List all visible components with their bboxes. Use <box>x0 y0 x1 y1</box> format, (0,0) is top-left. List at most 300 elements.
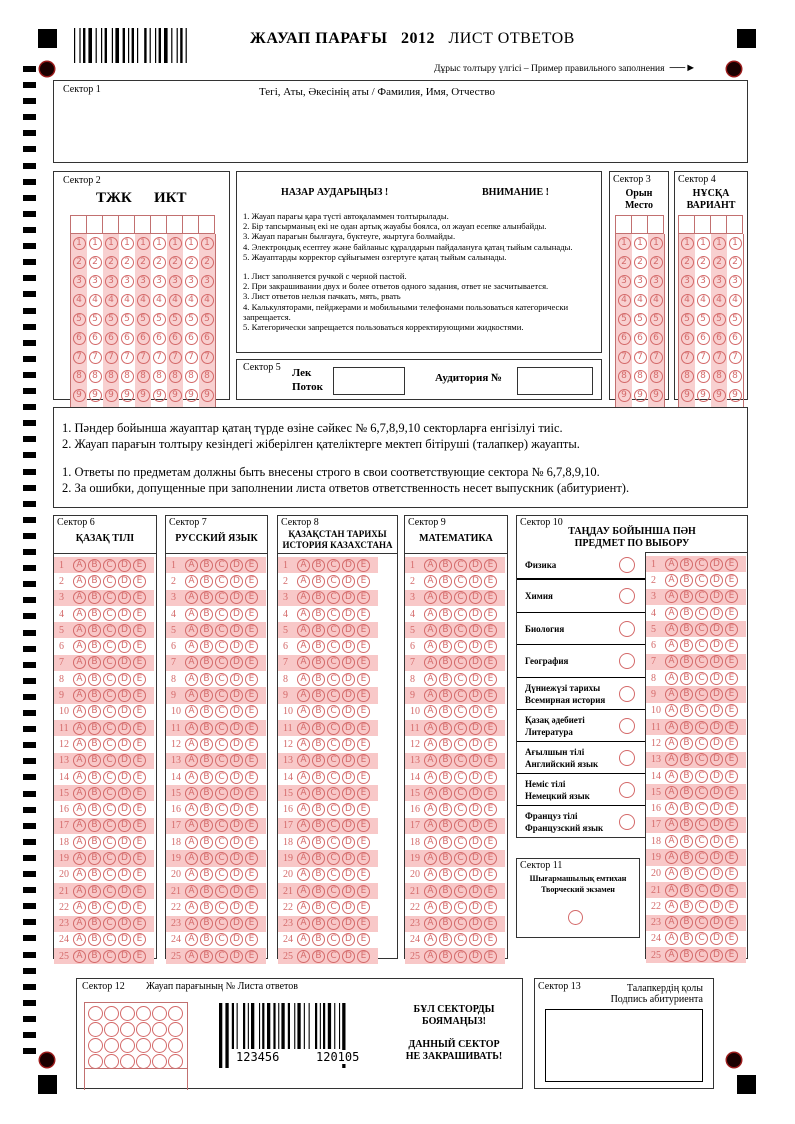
answer-bubble-a[interactable]: A <box>665 786 678 799</box>
answer-bubble-a[interactable]: A <box>665 802 678 815</box>
digit-bubble[interactable]: 4 <box>713 294 726 307</box>
digit-bubble[interactable]: 3 <box>121 275 134 288</box>
answer-bubble-e[interactable]: E <box>133 559 146 572</box>
digit-bubble[interactable]: 4 <box>618 294 631 307</box>
answer-bubble-c[interactable]: C <box>454 868 467 881</box>
answer-bubble-d[interactable]: D <box>118 640 131 653</box>
answer-bubble-c[interactable]: C <box>327 819 340 832</box>
answer-bubble-a[interactable]: A <box>185 640 198 653</box>
answer-bubble-d[interactable]: D <box>710 655 723 668</box>
answer-bubble-b[interactable]: B <box>439 803 452 816</box>
answer-bubble-e[interactable]: E <box>245 933 258 946</box>
answer-bubble-e[interactable]: E <box>725 753 738 766</box>
answer-bubble-e[interactable]: E <box>133 917 146 930</box>
answer-bubble-e[interactable]: E <box>357 933 370 946</box>
digit-bubble[interactable]: 4 <box>137 294 150 307</box>
digit-bubble[interactable]: 9 <box>137 389 150 402</box>
answer-bubble-e[interactable]: E <box>245 803 258 816</box>
answer-bubble-d[interactable]: D <box>230 722 243 735</box>
answer-bubble-e[interactable]: E <box>357 738 370 751</box>
answer-bubble-a[interactable]: A <box>73 901 86 914</box>
answer-bubble-b[interactable]: B <box>680 574 693 587</box>
answer-bubble-e[interactable]: E <box>133 575 146 588</box>
answer-bubble-e[interactable]: E <box>484 673 497 686</box>
answer-bubble-e[interactable]: E <box>484 901 497 914</box>
answer-bubble-b[interactable]: B <box>680 639 693 652</box>
answer-bubble-c[interactable]: C <box>695 835 708 848</box>
answer-bubble-e[interactable]: E <box>357 722 370 735</box>
answer-bubble-b[interactable]: B <box>312 673 325 686</box>
answer-bubble-c[interactable]: C <box>454 591 467 604</box>
answer-bubble-b[interactable]: B <box>312 608 325 621</box>
digit-bubble[interactable]: 3 <box>73 275 86 288</box>
answer-bubble-b[interactable]: B <box>200 738 213 751</box>
answer-bubble-d[interactable]: D <box>342 819 355 832</box>
digit-bubble[interactable]: 2 <box>73 256 86 269</box>
answer-bubble-d[interactable]: D <box>230 933 243 946</box>
answer-bubble-c[interactable]: C <box>215 933 228 946</box>
answer-bubble-a[interactable]: A <box>665 688 678 701</box>
answer-bubble-e[interactable]: E <box>133 608 146 621</box>
answer-bubble-c[interactable]: C <box>695 672 708 685</box>
answer-bubble-b[interactable]: B <box>88 885 101 898</box>
subject-option[interactable] <box>517 678 645 710</box>
answer-bubble-c[interactable]: C <box>215 852 228 865</box>
digit-bubble[interactable]: 6 <box>89 332 102 345</box>
digit-bubble[interactable]: 7 <box>105 351 118 364</box>
answer-bubble-a[interactable]: A <box>73 591 86 604</box>
answer-bubble-b[interactable]: B <box>439 705 452 718</box>
digit-bubble[interactable]: 2 <box>634 256 647 269</box>
answer-bubble-d[interactable]: D <box>118 933 131 946</box>
answer-bubble-d[interactable]: D <box>710 639 723 652</box>
digit-bubble[interactable]: 5 <box>89 313 102 326</box>
answer-bubble-b[interactable]: B <box>200 868 213 881</box>
answer-bubble-d[interactable]: D <box>469 689 482 702</box>
answer-bubble-e[interactable]: E <box>357 771 370 784</box>
answer-bubble-a[interactable]: A <box>665 590 678 603</box>
answer-bubble-d[interactable]: D <box>230 803 243 816</box>
answer-bubble-c[interactable]: C <box>327 559 340 572</box>
answer-bubble-e[interactable]: E <box>484 608 497 621</box>
answer-bubble-d[interactable]: D <box>118 656 131 669</box>
answer-bubble-b[interactable]: B <box>439 738 452 751</box>
answer-bubble-d[interactable]: D <box>710 704 723 717</box>
answer-bubble-c[interactable]: C <box>327 917 340 930</box>
answer-bubble-e[interactable]: E <box>245 640 258 653</box>
answer-bubble-c[interactable]: C <box>695 704 708 717</box>
answer-bubble-b[interactable]: B <box>439 673 452 686</box>
answer-bubble-a[interactable]: A <box>424 917 437 930</box>
digit-bubble[interactable]: 4 <box>650 294 663 307</box>
answer-bubble-a[interactable]: A <box>665 672 678 685</box>
answer-bubble-e[interactable]: E <box>725 623 738 636</box>
answer-bubble-e[interactable]: E <box>245 868 258 881</box>
digit-bubble[interactable]: 5 <box>634 313 647 326</box>
answer-bubble-b[interactable]: B <box>88 591 101 604</box>
answer-bubble-d[interactable]: D <box>118 819 131 832</box>
answer-bubble-b[interactable]: B <box>88 819 101 832</box>
digit-bubble[interactable]: 4 <box>729 294 742 307</box>
answer-bubble-b[interactable]: B <box>200 608 213 621</box>
answer-bubble-d[interactable]: D <box>342 738 355 751</box>
answer-bubble-c[interactable]: C <box>454 901 467 914</box>
answer-bubble-c[interactable]: C <box>327 738 340 751</box>
answer-bubble-c[interactable]: C <box>454 933 467 946</box>
answer-bubble-e[interactable]: E <box>245 885 258 898</box>
write-cell[interactable] <box>103 216 119 234</box>
answer-bubble-d[interactable]: D <box>118 803 131 816</box>
digit-bubble[interactable]: 2 <box>121 256 134 269</box>
digit-bubble[interactable]: 2 <box>713 256 726 269</box>
answer-bubble-d[interactable]: D <box>118 771 131 784</box>
answer-bubble-a[interactable]: A <box>297 852 310 865</box>
digit-bubble[interactable]: 2 <box>137 256 150 269</box>
answer-bubble-a[interactable]: A <box>185 819 198 832</box>
answer-bubble-c[interactable]: C <box>695 590 708 603</box>
digit-bubble[interactable]: 9 <box>73 389 86 402</box>
answer-bubble-a[interactable]: A <box>665 835 678 848</box>
answer-bubble-b[interactable]: B <box>200 673 213 686</box>
answer-bubble-a[interactable]: A <box>185 754 198 767</box>
digit-bubble[interactable]: 4 <box>121 294 134 307</box>
answer-bubble-c[interactable]: C <box>454 575 467 588</box>
answer-bubble-e[interactable]: E <box>357 705 370 718</box>
answer-bubble-c[interactable]: C <box>454 705 467 718</box>
digit-bubble[interactable]: 6 <box>169 332 182 345</box>
answer-bubble-c[interactable]: C <box>327 689 340 702</box>
digit-bubble[interactable]: 3 <box>153 275 166 288</box>
answer-bubble-b[interactable]: B <box>312 852 325 865</box>
answer-bubble-b[interactable]: B <box>88 559 101 572</box>
answer-bubble-e[interactable]: E <box>245 608 258 621</box>
answer-bubble-e[interactable]: E <box>725 884 738 897</box>
write-cell[interactable] <box>71 216 87 234</box>
answer-bubble-c[interactable]: C <box>103 608 116 621</box>
answer-bubble-a[interactable]: A <box>185 917 198 930</box>
answer-bubble-c[interactable]: C <box>327 640 340 653</box>
answer-bubble-b[interactable]: B <box>312 754 325 767</box>
digit-bubble[interactable]: 7 <box>121 351 134 364</box>
answer-bubble-b[interactable]: B <box>439 868 452 881</box>
answer-bubble-d[interactable]: D <box>118 591 131 604</box>
answer-bubble-b[interactable]: B <box>439 852 452 865</box>
answer-bubble-e[interactable]: E <box>484 885 497 898</box>
answer-bubble-c[interactable]: C <box>695 916 708 929</box>
answer-bubble-e[interactable]: E <box>484 771 497 784</box>
answer-bubble-c[interactable]: C <box>103 656 116 669</box>
subject-option[interactable] <box>517 774 645 806</box>
answer-bubble-e[interactable]: E <box>357 559 370 572</box>
answer-bubble-c[interactable]: C <box>103 559 116 572</box>
digit-bubble[interactable]: 1 <box>634 237 647 250</box>
answer-bubble-a[interactable]: A <box>297 819 310 832</box>
answer-bubble-c[interactable]: C <box>454 689 467 702</box>
answer-bubble-b[interactable]: B <box>312 656 325 669</box>
digit-bubble[interactable]: 6 <box>713 332 726 345</box>
digit-bubble[interactable]: 3 <box>169 275 182 288</box>
answer-bubble-c[interactable]: C <box>215 868 228 881</box>
digit-bubble[interactable]: 5 <box>729 313 742 326</box>
answer-bubble-d[interactable]: D <box>118 559 131 572</box>
answer-bubble-a[interactable]: A <box>185 885 198 898</box>
answer-bubble-a[interactable]: A <box>185 689 198 702</box>
answer-bubble-b[interactable]: B <box>88 705 101 718</box>
answer-bubble-e[interactable]: E <box>484 868 497 881</box>
answer-bubble-e[interactable]: E <box>133 885 146 898</box>
answer-bubble-b[interactable]: B <box>88 771 101 784</box>
digit-bubble[interactable]: 4 <box>105 294 118 307</box>
digit-bubble[interactable]: 4 <box>681 294 694 307</box>
answer-bubble-c[interactable]: C <box>695 900 708 913</box>
answer-bubble-e[interactable]: E <box>133 819 146 832</box>
answer-bubble-c[interactable]: C <box>103 933 116 946</box>
answer-bubble-d[interactable]: D <box>469 624 482 637</box>
answer-bubble-d[interactable]: D <box>342 803 355 816</box>
answer-bubble-c[interactable]: C <box>695 574 708 587</box>
answer-bubble-e[interactable]: E <box>725 607 738 620</box>
answer-bubble-a[interactable]: A <box>424 852 437 865</box>
answer-bubble-d[interactable]: D <box>118 673 131 686</box>
answer-bubble-c[interactable]: C <box>215 803 228 816</box>
write-cell[interactable] <box>119 216 135 234</box>
answer-bubble-e[interactable]: E <box>133 754 146 767</box>
digit-bubble[interactable]: 8 <box>185 370 198 383</box>
answer-bubble-c[interactable]: C <box>454 673 467 686</box>
digit-bubble[interactable]: 3 <box>201 275 214 288</box>
answer-bubble-b[interactable]: B <box>439 933 452 946</box>
answer-bubble-a[interactable]: A <box>73 624 86 637</box>
answer-bubble-a[interactable]: A <box>424 901 437 914</box>
answer-bubble-c[interactable]: C <box>327 901 340 914</box>
answer-bubble-c[interactable]: C <box>215 689 228 702</box>
answer-bubble-c[interactable]: C <box>103 836 116 849</box>
answer-bubble-b[interactable]: B <box>88 738 101 751</box>
subject-bubble[interactable] <box>619 621 635 637</box>
answer-bubble-d[interactable]: D <box>342 868 355 881</box>
answer-bubble-a[interactable]: A <box>424 933 437 946</box>
answer-bubble-d[interactable]: D <box>342 640 355 653</box>
answer-bubble-c[interactable]: C <box>215 608 228 621</box>
answer-bubble-c[interactable]: C <box>215 917 228 930</box>
answer-bubble-a[interactable]: A <box>665 770 678 783</box>
answer-bubble-c[interactable]: C <box>215 787 228 800</box>
answer-bubble-c[interactable]: C <box>103 591 116 604</box>
digit-bubble[interactable]: 7 <box>729 351 742 364</box>
answer-bubble-b[interactable]: B <box>312 803 325 816</box>
digit-bubble[interactable]: 2 <box>681 256 694 269</box>
answer-bubble-a[interactable]: A <box>73 689 86 702</box>
answer-bubble-e[interactable]: E <box>133 689 146 702</box>
answer-bubble-a[interactable]: A <box>73 771 86 784</box>
digit-bubble[interactable]: 5 <box>105 313 118 326</box>
digit-bubble[interactable]: 8 <box>73 370 86 383</box>
answer-bubble-d[interactable]: D <box>230 917 243 930</box>
digit-bubble[interactable]: 7 <box>713 351 726 364</box>
subject-bubble[interactable] <box>619 782 635 798</box>
digit-bubble[interactable]: 2 <box>105 256 118 269</box>
answer-bubble-b[interactable]: B <box>312 705 325 718</box>
digit-bubble[interactable]: 9 <box>121 389 134 402</box>
subject-bubble[interactable] <box>619 557 635 573</box>
digit-bubble[interactable]: 7 <box>201 351 214 364</box>
digit-bubble[interactable]: 8 <box>681 370 694 383</box>
answer-bubble-a[interactable]: A <box>665 851 678 864</box>
answer-bubble-b[interactable]: B <box>88 803 101 816</box>
digit-bubble[interactable]: 1 <box>729 237 742 250</box>
answer-bubble-b[interactable]: B <box>312 771 325 784</box>
answer-bubble-c[interactable]: C <box>695 932 708 945</box>
write-cell[interactable] <box>199 216 215 234</box>
answer-bubble-d[interactable]: D <box>230 624 243 637</box>
answer-bubble-e[interactable]: E <box>245 754 258 767</box>
answer-bubble-b[interactable]: B <box>200 917 213 930</box>
answer-bubble-e[interactable]: E <box>484 705 497 718</box>
answer-bubble-b[interactable]: B <box>88 950 101 963</box>
answer-bubble-e[interactable]: E <box>725 867 738 880</box>
answer-bubble-a[interactable]: A <box>73 738 86 751</box>
answer-bubble-d[interactable]: D <box>342 575 355 588</box>
answer-bubble-a[interactable]: A <box>297 868 310 881</box>
digit-bubble[interactable]: 6 <box>729 332 742 345</box>
digit-bubble[interactable]: 9 <box>89 389 102 402</box>
answer-bubble-c[interactable]: C <box>695 851 708 864</box>
answer-bubble-c[interactable]: C <box>695 688 708 701</box>
answer-bubble-b[interactable]: B <box>200 754 213 767</box>
answer-bubble-d[interactable]: D <box>342 754 355 767</box>
answer-bubble-d[interactable]: D <box>710 607 723 620</box>
digit-bubble[interactable]: 3 <box>185 275 198 288</box>
answer-bubble-b[interactable]: B <box>88 640 101 653</box>
answer-bubble-b[interactable]: B <box>312 901 325 914</box>
answer-bubble-e[interactable]: E <box>245 836 258 849</box>
answer-bubble-e[interactable]: E <box>357 640 370 653</box>
digit-bubble[interactable]: 2 <box>169 256 182 269</box>
answer-bubble-a[interactable]: A <box>73 787 86 800</box>
answer-bubble-c[interactable]: C <box>454 624 467 637</box>
digit-bubble[interactable]: 2 <box>697 256 710 269</box>
digit-bubble[interactable]: 9 <box>713 389 726 402</box>
digit-bubble[interactable]: 8 <box>729 370 742 383</box>
answer-bubble-d[interactable]: D <box>118 868 131 881</box>
digit-bubble[interactable]: 6 <box>121 332 134 345</box>
answer-bubble-d[interactable]: D <box>230 868 243 881</box>
digit-bubble[interactable]: 6 <box>634 332 647 345</box>
write-cell[interactable] <box>679 216 695 234</box>
answer-bubble-a[interactable]: A <box>665 932 678 945</box>
answer-bubble-d[interactable]: D <box>118 836 131 849</box>
answer-bubble-e[interactable]: E <box>357 787 370 800</box>
answer-bubble-d[interactable]: D <box>469 673 482 686</box>
answer-bubble-a[interactable]: A <box>185 771 198 784</box>
answer-bubble-e[interactable]: E <box>484 689 497 702</box>
answer-bubble-a[interactable]: A <box>424 803 437 816</box>
answer-bubble-e[interactable]: E <box>133 640 146 653</box>
answer-bubble-a[interactable]: A <box>297 836 310 849</box>
answer-bubble-d[interactable]: D <box>342 559 355 572</box>
answer-bubble-b[interactable]: B <box>200 689 213 702</box>
answer-bubble-c[interactable]: C <box>695 737 708 750</box>
answer-bubble-c[interactable]: C <box>103 771 116 784</box>
answer-bubble-d[interactable]: D <box>118 754 131 767</box>
answer-bubble-b[interactable]: B <box>88 901 101 914</box>
answer-bubble-a[interactable]: A <box>185 803 198 816</box>
answer-bubble-c[interactable]: C <box>103 901 116 914</box>
digit-bubble[interactable]: 8 <box>169 370 182 383</box>
answer-bubble-a[interactable]: A <box>665 900 678 913</box>
stream-input[interactable] <box>333 367 405 395</box>
digit-bubble[interactable]: 1 <box>185 237 198 250</box>
answer-bubble-e[interactable]: E <box>725 672 738 685</box>
answer-bubble-a[interactable]: A <box>424 591 437 604</box>
answer-bubble-c[interactable]: C <box>103 950 116 963</box>
answer-bubble-a[interactable]: A <box>73 656 86 669</box>
answer-bubble-a[interactable]: A <box>73 950 86 963</box>
answer-bubble-d[interactable]: D <box>342 917 355 930</box>
answer-bubble-b[interactable]: B <box>680 558 693 571</box>
answer-bubble-c[interactable]: C <box>454 559 467 572</box>
answer-bubble-d[interactable]: D <box>230 819 243 832</box>
write-cell[interactable] <box>632 216 648 234</box>
answer-bubble-a[interactable]: A <box>665 704 678 717</box>
answer-bubble-c[interactable]: C <box>695 949 708 962</box>
digit-bubble[interactable]: 7 <box>634 351 647 364</box>
answer-bubble-d[interactable]: D <box>469 819 482 832</box>
digit-bubble[interactable]: 5 <box>697 313 710 326</box>
answer-bubble-b[interactable]: B <box>88 689 101 702</box>
answer-bubble-a[interactable]: A <box>424 819 437 832</box>
answer-bubble-e[interactable]: E <box>725 737 738 750</box>
answer-bubble-e[interactable]: E <box>484 917 497 930</box>
answer-bubble-d[interactable]: D <box>342 852 355 865</box>
answer-bubble-d[interactable]: D <box>230 950 243 963</box>
digit-bubble[interactable]: 2 <box>729 256 742 269</box>
answer-bubble-e[interactable]: E <box>357 575 370 588</box>
answer-bubble-d[interactable]: D <box>230 608 243 621</box>
answer-bubble-b[interactable]: B <box>439 559 452 572</box>
answer-bubble-c[interactable]: C <box>215 673 228 686</box>
answer-bubble-e[interactable]: E <box>357 901 370 914</box>
subject-bubble[interactable] <box>619 588 635 604</box>
sector-10-answer-grid[interactable] <box>646 556 746 963</box>
answer-bubble-b[interactable]: B <box>680 851 693 864</box>
answer-bubble-a[interactable]: A <box>424 640 437 653</box>
answer-bubble-c[interactable]: C <box>327 754 340 767</box>
digit-bubble[interactable]: 1 <box>121 237 134 250</box>
digit-bubble[interactable]: 5 <box>618 313 631 326</box>
answer-bubble-d[interactable]: D <box>342 933 355 946</box>
answer-bubble-a[interactable]: A <box>297 559 310 572</box>
digit-bubble[interactable]: 1 <box>713 237 726 250</box>
answer-bubble-c[interactable]: C <box>215 559 228 572</box>
digit-bubble[interactable]: 2 <box>185 256 198 269</box>
answer-bubble-a[interactable]: A <box>424 705 437 718</box>
answer-bubble-e[interactable]: E <box>484 836 497 849</box>
answer-bubble-e[interactable]: E <box>484 933 497 946</box>
answer-bubble-b[interactable]: B <box>439 950 452 963</box>
answer-bubble-b[interactable]: B <box>312 591 325 604</box>
answer-bubble-d[interactable]: D <box>118 738 131 751</box>
answer-bubble-b[interactable]: B <box>200 803 213 816</box>
answer-bubble-d[interactable]: D <box>230 591 243 604</box>
answer-bubble-b[interactable]: B <box>312 819 325 832</box>
answer-bubble-b[interactable]: B <box>680 655 693 668</box>
answer-bubble-b[interactable]: B <box>312 787 325 800</box>
answer-bubble-c[interactable]: C <box>103 705 116 718</box>
answer-bubble-b[interactable]: B <box>680 835 693 848</box>
answer-bubble-d[interactable]: D <box>342 705 355 718</box>
answer-bubble-b[interactable]: B <box>88 608 101 621</box>
